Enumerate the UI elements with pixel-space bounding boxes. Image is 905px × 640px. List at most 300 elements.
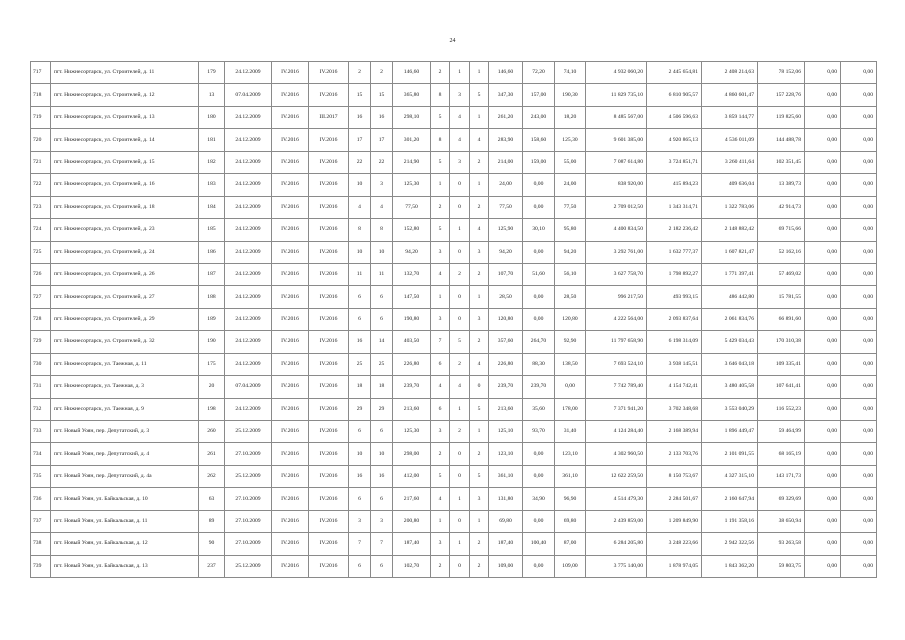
cell-other-funds: 0,00 [841,196,877,218]
cell-area-municipal: 125,30 [555,129,586,151]
cell-area-private: 157,00 [523,84,555,106]
cell-plan-end: IV.2016 [272,174,309,196]
cell-cost-total: 4 222 564,00 [586,308,647,330]
cell-other-funds: 0,00 [841,241,877,263]
cell-doc-date: 24.12.2009 [225,331,272,353]
cell-cost-total: 7 742 789,40 [586,376,647,398]
cell-region-share: 2 061 834,76 [702,308,758,330]
cell-fund-share: 1 209 849,90 [647,510,702,532]
cell-area-private: 88,30 [523,353,555,375]
cell-fund-share: 3 702 348,68 [647,398,702,420]
cell-rooms-municipal: 3 [470,308,489,330]
cell-region-share: 4 536 011,09 [702,129,758,151]
cell-extra-funds: 0,00 [805,465,841,487]
cell-area-municipal: 0,00 [555,376,586,398]
cell-local-share: 57 469,02 [758,263,805,285]
cell-plan-end: IV.2016 [272,331,309,353]
cell-doc-date: 24.12.2009 [225,219,272,241]
cell-address: пгт. Нижнесортарск, ул. Таежная, д. 9 [51,398,199,420]
cell-area-resettle: 28,50 [489,286,523,308]
cell-fact-end: IV.2016 [309,376,349,398]
cell-area-total: 147,50 [393,286,431,308]
cell-doc-date: 27.10.2009 [225,488,272,510]
cell-address: пгт. Нижнесортарск, ул. Строителей, д. 26 [51,263,199,285]
cell-area-resettle: 283,90 [489,129,523,151]
cell-area-private: 158,60 [523,129,555,151]
cell-other-funds: 0,00 [841,84,877,106]
cell-doc-date: 25.12.2009 [225,465,272,487]
cell-area-private: 35,60 [523,398,555,420]
cell-doc-date: 24.12.2009 [225,174,272,196]
cell-cost-total: 11 829 735,10 [586,84,647,106]
cell-rooms-municipal: 2 [470,331,489,353]
cell-rooms-municipal: 3 [470,488,489,510]
cell-extra-funds: 0,00 [805,106,841,128]
cell-residents-total: 6 [349,286,371,308]
cell-doc-date: 25.12.2009 [225,421,272,443]
cell-rooms-private: 0 [450,286,470,308]
cell-address: пгт. Новый Уоян, ул. Байкальская, д. 13 [51,555,199,577]
cell-cost-total: 12 622 259,50 [586,465,647,487]
cell-residents-resettle: 4 [371,196,393,218]
cell-doc-number: 20 [199,376,225,398]
cell-area-municipal: 74,10 [555,62,586,84]
cell-plan-end: IV.2016 [272,443,309,465]
cell-rooms-municipal: 2 [470,555,489,577]
cell-extra-funds: 0,00 [805,510,841,532]
cell-rooms-private: 2 [450,421,470,443]
cell-area-municipal: 31,40 [555,421,586,443]
cell-residents-total: 17 [349,129,371,151]
cell-fact-end: IV.2016 [309,510,349,532]
cell-fund-share: 2 445 654,81 [647,62,702,84]
cell-doc-number: 179 [199,62,225,84]
cell-area-total: 132,70 [393,263,431,285]
cell-fund-share: 415 894,23 [647,174,702,196]
cell-rooms-total: 4 [431,488,450,510]
cell-local-share: 52 162,16 [758,241,805,263]
cell-rooms-total: 5 [431,219,450,241]
cell-row-index: 736 [31,488,51,510]
cell-residents-resettle: 16 [371,465,393,487]
cell-other-funds: 0,00 [841,533,877,555]
table-row [31,308,877,330]
cell-row-index: 730 [31,353,51,375]
cell-area-resettle: 226,80 [489,353,523,375]
cell-area-resettle: 24,00 [489,174,523,196]
cell-residents-resettle: 22 [371,151,393,173]
cell-area-total: 94,20 [393,241,431,263]
cell-other-funds: 0,00 [841,510,877,532]
cell-cost-total: 2 709 012,50 [586,196,647,218]
cell-fact-end: IV.2016 [309,174,349,196]
cell-doc-date: 24.12.2009 [225,398,272,420]
cell-fund-share: 2 093 837,64 [647,308,702,330]
cell-row-index: 720 [31,129,51,151]
cell-doc-number: 184 [199,196,225,218]
table-row [31,151,877,173]
cell-address: пгт. Нижнесортарск, ул. Таежная, д. 3 [51,376,199,398]
cell-other-funds: 0,00 [841,443,877,465]
cell-fund-share: 2 168 389,94 [647,421,702,443]
cell-address: пгт. Новый Уоян, ул. Байкальская, д. 12 [51,533,199,555]
cell-area-resettle: 357,60 [489,331,523,353]
cell-residents-resettle: 17 [371,129,393,151]
cell-rooms-private: 0 [450,443,470,465]
cell-residents-total: 2 [349,62,371,84]
cell-area-private: 0,00 [523,443,555,465]
cell-rooms-private: 3 [450,84,470,106]
cell-row-index: 735 [31,465,51,487]
cell-doc-number: 90 [199,533,225,555]
cell-other-funds: 0,00 [841,174,877,196]
cell-residents-total: 25 [349,353,371,375]
cell-fund-share: 1 343 314,71 [647,196,702,218]
cell-area-municipal: 28,50 [555,286,586,308]
cell-area-municipal: 87,00 [555,533,586,555]
cell-area-total: 152,80 [393,219,431,241]
cell-area-resettle: 69,80 [489,510,523,532]
cell-region-share: 2 160 647,94 [702,488,758,510]
cell-area-total: 403,50 [393,331,431,353]
cell-area-total: 214,90 [393,151,431,173]
table-row [31,219,877,241]
cell-cost-total: 4 514 479,30 [586,488,647,510]
cell-rooms-total: 3 [431,308,450,330]
cell-fact-end: IV.2016 [309,62,349,84]
cell-address: пгт. Нижнесортарск, ул. Строителей, д. 32 [51,331,199,353]
cell-area-municipal: 55,00 [555,151,586,173]
cell-extra-funds: 0,00 [805,129,841,151]
cell-fact-end: IV.2016 [309,241,349,263]
cell-rooms-total: 2 [431,196,450,218]
cell-region-share: 5 429 034,43 [702,331,758,353]
cell-area-resettle: 109,00 [489,555,523,577]
cell-residents-total: 11 [349,263,371,285]
cell-rooms-municipal: 1 [470,286,489,308]
cell-area-total: 412,00 [393,465,431,487]
cell-rooms-private: 0 [450,174,470,196]
cell-extra-funds: 0,00 [805,443,841,465]
cell-row-index: 727 [31,286,51,308]
cell-residents-total: 10 [349,174,371,196]
cell-doc-number: 185 [199,219,225,241]
cell-local-share: 59 803,75 [758,555,805,577]
cell-area-resettle: 146,60 [489,62,523,84]
cell-residents-total: 15 [349,84,371,106]
cell-extra-funds: 0,00 [805,331,841,353]
cell-cost-total: 2 439 859,00 [586,510,647,532]
cell-plan-end: IV.2016 [272,196,309,218]
cell-area-private: 34,90 [523,488,555,510]
cell-doc-date: 07.04.2009 [225,376,272,398]
cell-row-index: 717 [31,62,51,84]
cell-other-funds: 0,00 [841,129,877,151]
cell-area-private: 0,00 [523,510,555,532]
table-row [31,376,877,398]
cell-local-share: 66 891,60 [758,308,805,330]
cell-area-resettle: 131,80 [489,488,523,510]
cell-plan-end: IV.2016 [272,308,309,330]
cell-address: пгт. Нижнесортарск, ул. Строителей, д. 29 [51,308,199,330]
cell-plan-end: IV.2016 [272,84,309,106]
cell-cost-total: 4 400 834,50 [586,219,647,241]
cell-area-municipal: 95,80 [555,219,586,241]
cell-area-private: 0,00 [523,286,555,308]
cell-doc-number: 198 [199,398,225,420]
cell-area-municipal: 94,20 [555,241,586,263]
cell-region-share: 3 859 144,77 [702,106,758,128]
cell-area-private: 264,70 [523,331,555,353]
cell-rooms-municipal: 2 [470,196,489,218]
cell-residents-resettle: 6 [371,555,393,577]
cell-fact-end: IV.2016 [309,286,349,308]
table-row [31,533,877,555]
cell-address: пгт. Нижнесортарск, ул. Строителей, д. 24 [51,241,199,263]
table-row [31,465,877,487]
cell-area-total: 226,80 [393,353,431,375]
cell-area-total: 298,10 [393,106,431,128]
cell-region-share: 409 636,04 [702,174,758,196]
cell-area-resettle: 361,10 [489,465,523,487]
cell-area-municipal: 18,20 [555,106,586,128]
table-row [31,510,877,532]
cell-other-funds: 0,00 [841,263,877,285]
cell-area-private: 0,00 [523,174,555,196]
cell-cost-total: 7 371 941,20 [586,398,647,420]
cell-rooms-municipal: 2 [470,151,489,173]
cell-rooms-total: 6 [431,398,450,420]
table-row [31,555,877,577]
cell-doc-number: 189 [199,308,225,330]
cell-other-funds: 0,00 [841,353,877,375]
cell-extra-funds: 0,00 [805,421,841,443]
cell-doc-number: 181 [199,129,225,151]
table-row [31,353,877,375]
cell-residents-resettle: 14 [371,331,393,353]
cell-area-resettle: 107,70 [489,263,523,285]
cell-fund-share: 493 993,15 [647,286,702,308]
cell-rooms-private: 1 [450,533,470,555]
cell-area-municipal: 96,90 [555,488,586,510]
cell-rooms-total: 4 [431,376,450,398]
cell-fund-share: 2 133 703,76 [647,443,702,465]
table-row [31,331,877,353]
cell-residents-resettle: 29 [371,398,393,420]
cell-area-total: 102,70 [393,555,431,577]
cell-area-total: 125,30 [393,174,431,196]
cell-other-funds: 0,00 [841,376,877,398]
cell-local-share: 13 389,73 [758,174,805,196]
cell-residents-resettle: 16 [371,106,393,128]
cell-area-total: 190,80 [393,308,431,330]
cell-row-index: 722 [31,174,51,196]
cell-region-share: 2 148 882,42 [702,219,758,241]
cell-cost-total: 6 284 205,80 [586,533,647,555]
cell-area-private: 0,00 [523,555,555,577]
cell-region-share: 1 843 362,20 [702,555,758,577]
cell-address: пгт. Нижнесортарск, ул. Строителей, д. 12 [51,84,199,106]
cell-cost-total: 3 775 140,00 [586,555,647,577]
cell-residents-resettle: 11 [371,263,393,285]
cell-doc-date: 24.12.2009 [225,151,272,173]
cell-rooms-private: 0 [450,555,470,577]
cell-plan-end: IV.2016 [272,286,309,308]
cell-rooms-municipal: 1 [470,106,489,128]
cell-local-share: 157 228,76 [758,84,805,106]
table-row [31,106,877,128]
cell-fact-end: III.2017 [309,106,349,128]
cell-area-municipal: 178,00 [555,398,586,420]
cell-region-share: 3 646 043,18 [702,353,758,375]
cell-residents-total: 16 [349,106,371,128]
cell-other-funds: 0,00 [841,398,877,420]
cell-local-share: 38 650,94 [758,510,805,532]
cell-rooms-total: 1 [431,510,450,532]
cell-area-total: 217,60 [393,488,431,510]
cell-cost-total: 3 627 758,70 [586,263,647,285]
cell-fact-end: IV.2016 [309,443,349,465]
cell-other-funds: 0,00 [841,219,877,241]
cell-extra-funds: 0,00 [805,488,841,510]
cell-plan-end: IV.2016 [272,510,309,532]
cell-local-share: 116 552,23 [758,398,805,420]
cell-other-funds: 0,00 [841,308,877,330]
cell-residents-resettle: 7 [371,533,393,555]
table-row [31,129,877,151]
cell-area-private: 0,00 [523,308,555,330]
cell-region-share: 1 771 397,41 [702,263,758,285]
cell-row-index: 738 [31,533,51,555]
cell-doc-date: 24.12.2009 [225,286,272,308]
cell-row-index: 728 [31,308,51,330]
cell-row-index: 719 [31,106,51,128]
cell-rooms-total: 2 [431,443,450,465]
table-row [31,421,877,443]
cell-address: пгт. Нижнесортарск, ул. Строителей, д. 11 [51,62,199,84]
cell-region-share: 4 860 601,47 [702,84,758,106]
cell-doc-date: 07.04.2009 [225,84,272,106]
cell-rooms-municipal: 5 [470,465,489,487]
cell-other-funds: 0,00 [841,555,877,577]
cell-residents-total: 4 [349,196,371,218]
cell-rooms-private: 0 [450,465,470,487]
cell-doc-number: 180 [199,106,225,128]
cell-local-share: 69 715,66 [758,219,805,241]
table-row [31,488,877,510]
cell-area-resettle: 261,20 [489,106,523,128]
cell-address: пгт. Нижнесортарск, ул. Строителей, д. 27 [51,286,199,308]
cell-local-share: 69 329,69 [758,488,805,510]
cell-plan-end: IV.2016 [272,241,309,263]
cell-row-index: 724 [31,219,51,241]
cell-residents-resettle: 15 [371,84,393,106]
cell-rooms-total: 7 [431,331,450,353]
cell-cost-total: 9 601 385,00 [586,129,647,151]
cell-rooms-municipal: 2 [470,263,489,285]
cell-row-index: 723 [31,196,51,218]
cell-extra-funds: 0,00 [805,263,841,285]
table-row [31,286,877,308]
cell-region-share: 4 327 315,10 [702,465,758,487]
cell-area-total: 301,20 [393,129,431,151]
cell-doc-date: 27.10.2009 [225,533,272,555]
cell-rooms-private: 1 [450,62,470,84]
cell-area-municipal: 138,50 [555,353,586,375]
cell-rooms-total: 2 [431,555,450,577]
cell-local-share: 42 914,73 [758,196,805,218]
cell-area-resettle: 123,10 [489,443,523,465]
cell-rooms-total: 5 [431,151,450,173]
cell-doc-number: 186 [199,241,225,263]
cell-fund-share: 3 724 851,71 [647,151,702,173]
table-row [31,174,877,196]
cell-fact-end: IV.2016 [309,84,349,106]
cell-rooms-municipal: 1 [470,62,489,84]
cell-address: пгт. Новый Уоян, ул. Байкальская, д. 11 [51,510,199,532]
cell-rooms-total: 4 [431,263,450,285]
cell-residents-total: 16 [349,331,371,353]
cell-rooms-total: 2 [431,62,450,84]
cell-doc-number: 89 [199,510,225,532]
cell-row-index: 737 [31,510,51,532]
cell-rooms-municipal: 1 [470,174,489,196]
cell-doc-number: 187 [199,263,225,285]
cell-fact-end: IV.2016 [309,398,349,420]
cell-fund-share: 6 810 905,57 [647,84,702,106]
cell-doc-number: 182 [199,151,225,173]
cell-residents-resettle: 10 [371,241,393,263]
cell-other-funds: 0,00 [841,421,877,443]
cell-region-share: 1 191 358,16 [702,510,758,532]
cell-area-resettle: 213,60 [489,398,523,420]
cell-other-funds: 0,00 [841,151,877,173]
cell-rooms-total: 5 [431,465,450,487]
cell-fund-share: 1 878 974,05 [647,555,702,577]
cell-area-total: 125,30 [393,421,431,443]
cell-row-index: 718 [31,84,51,106]
cell-residents-total: 7 [349,533,371,555]
cell-rooms-total: 3 [431,421,450,443]
cell-residents-resettle: 8 [371,219,393,241]
cell-extra-funds: 0,00 [805,376,841,398]
cell-area-private: 72,20 [523,62,555,84]
cell-area-municipal: 56,10 [555,263,586,285]
cell-rooms-private: 0 [450,510,470,532]
table-body [31,62,877,578]
cell-area-resettle: 214,00 [489,151,523,173]
table-row [31,84,877,106]
cell-row-index: 734 [31,443,51,465]
cell-plan-end: IV.2016 [272,106,309,128]
cell-area-municipal: 361,10 [555,465,586,487]
cell-extra-funds: 0,00 [805,84,841,106]
cell-doc-number: 190 [199,331,225,353]
cell-region-share: 2 408 214,63 [702,62,758,84]
cell-fact-end: IV.2016 [309,555,349,577]
cell-local-share: 93 263,58 [758,533,805,555]
cell-extra-funds: 0,00 [805,62,841,84]
table-row [31,196,877,218]
cell-doc-date: 24.12.2009 [225,129,272,151]
table-row [31,263,877,285]
cell-doc-date: 24.12.2009 [225,308,272,330]
cell-rooms-municipal: 1 [470,421,489,443]
cell-area-total: 187,40 [393,533,431,555]
cell-area-private: 243,00 [523,106,555,128]
cell-fact-end: IV.2016 [309,465,349,487]
cell-rooms-municipal: 3 [470,241,489,263]
